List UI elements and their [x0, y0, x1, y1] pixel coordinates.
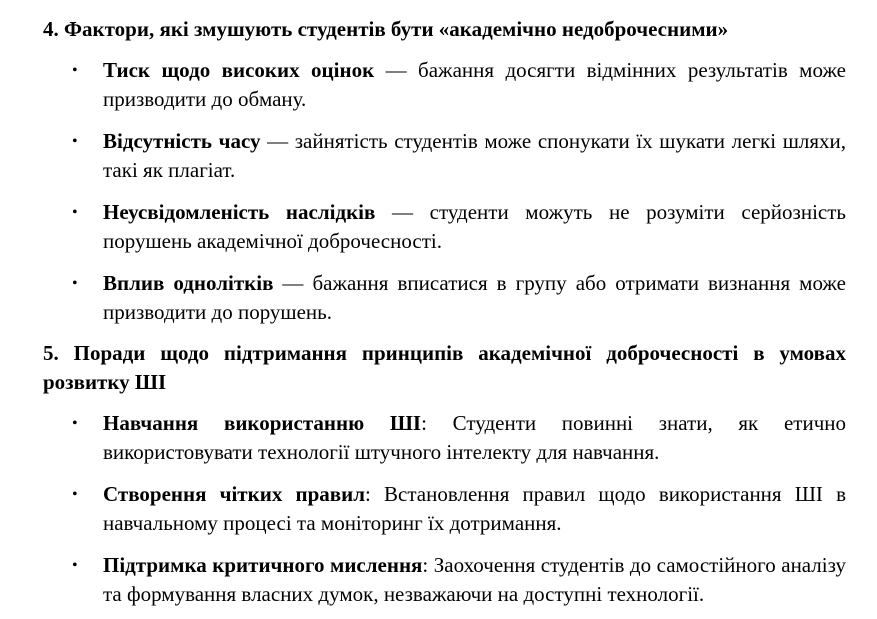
bullet-icon: •	[72, 415, 78, 432]
item-term: Навчання використанню ШІ	[103, 411, 422, 435]
item-text: — бажання вписатися в групу або отримати визнання може призводити до порушень.	[103, 271, 846, 324]
item-term: Тиск щодо високих оцінок	[103, 58, 375, 82]
list-item	[43, 269, 846, 327]
bullet-icon: •	[72, 557, 78, 574]
list-item	[43, 127, 846, 185]
section-factors	[43, 15, 846, 327]
item-text: — бажання досягти відмінних результатів може призводити до обману.	[103, 58, 846, 111]
bullet-icon: •	[72, 275, 78, 292]
list-item	[43, 198, 846, 256]
section-advice	[43, 339, 846, 609]
item-text: : Заохочення студентів до самостійного аналізу та формування власних думок, незважаючи на доступні технології.	[103, 553, 846, 606]
bullet-list	[43, 56, 846, 327]
item-text: — студенти можуть не розуміти серйозність порушень академічної доброчесності.	[103, 200, 846, 253]
item-text: : Студенти повинні знати, як етично використовувати технології штучного інтелекту для навчання.	[103, 411, 846, 464]
section-heading: 5. Поради щодо підтримання принципів академічної доброчесності в умовах розвитку ШІ	[43, 341, 846, 394]
bullet-icon: •	[72, 486, 78, 503]
item-term: Створення чітких правил	[103, 482, 365, 506]
bullet-icon: •	[72, 62, 78, 79]
item-term: Підтримка критичного мислення	[103, 553, 423, 577]
list-item	[43, 409, 846, 467]
item-term: Відсутність часу	[103, 129, 261, 153]
bullet-list	[43, 409, 846, 609]
list-item	[43, 480, 846, 538]
bullet-icon: •	[72, 133, 78, 150]
item-term: Вплив однолітків	[103, 271, 274, 295]
list-item	[43, 56, 846, 114]
item-text: — зайнятість студентів може спонукати їх шукати легкі шляхи, такі як плагіат.	[103, 129, 847, 182]
item-term: Неусвідомленість наслідків	[103, 200, 376, 224]
list-item	[43, 551, 846, 609]
bullet-icon: •	[72, 204, 78, 221]
section-heading: 4. Фактори, які змушують студентів бути «академічно недоброчесними»	[43, 17, 729, 41]
item-text: : Встановлення правил щодо використання ШІ в навчальному процесі та моніторинг їх дотримання.	[103, 482, 847, 535]
